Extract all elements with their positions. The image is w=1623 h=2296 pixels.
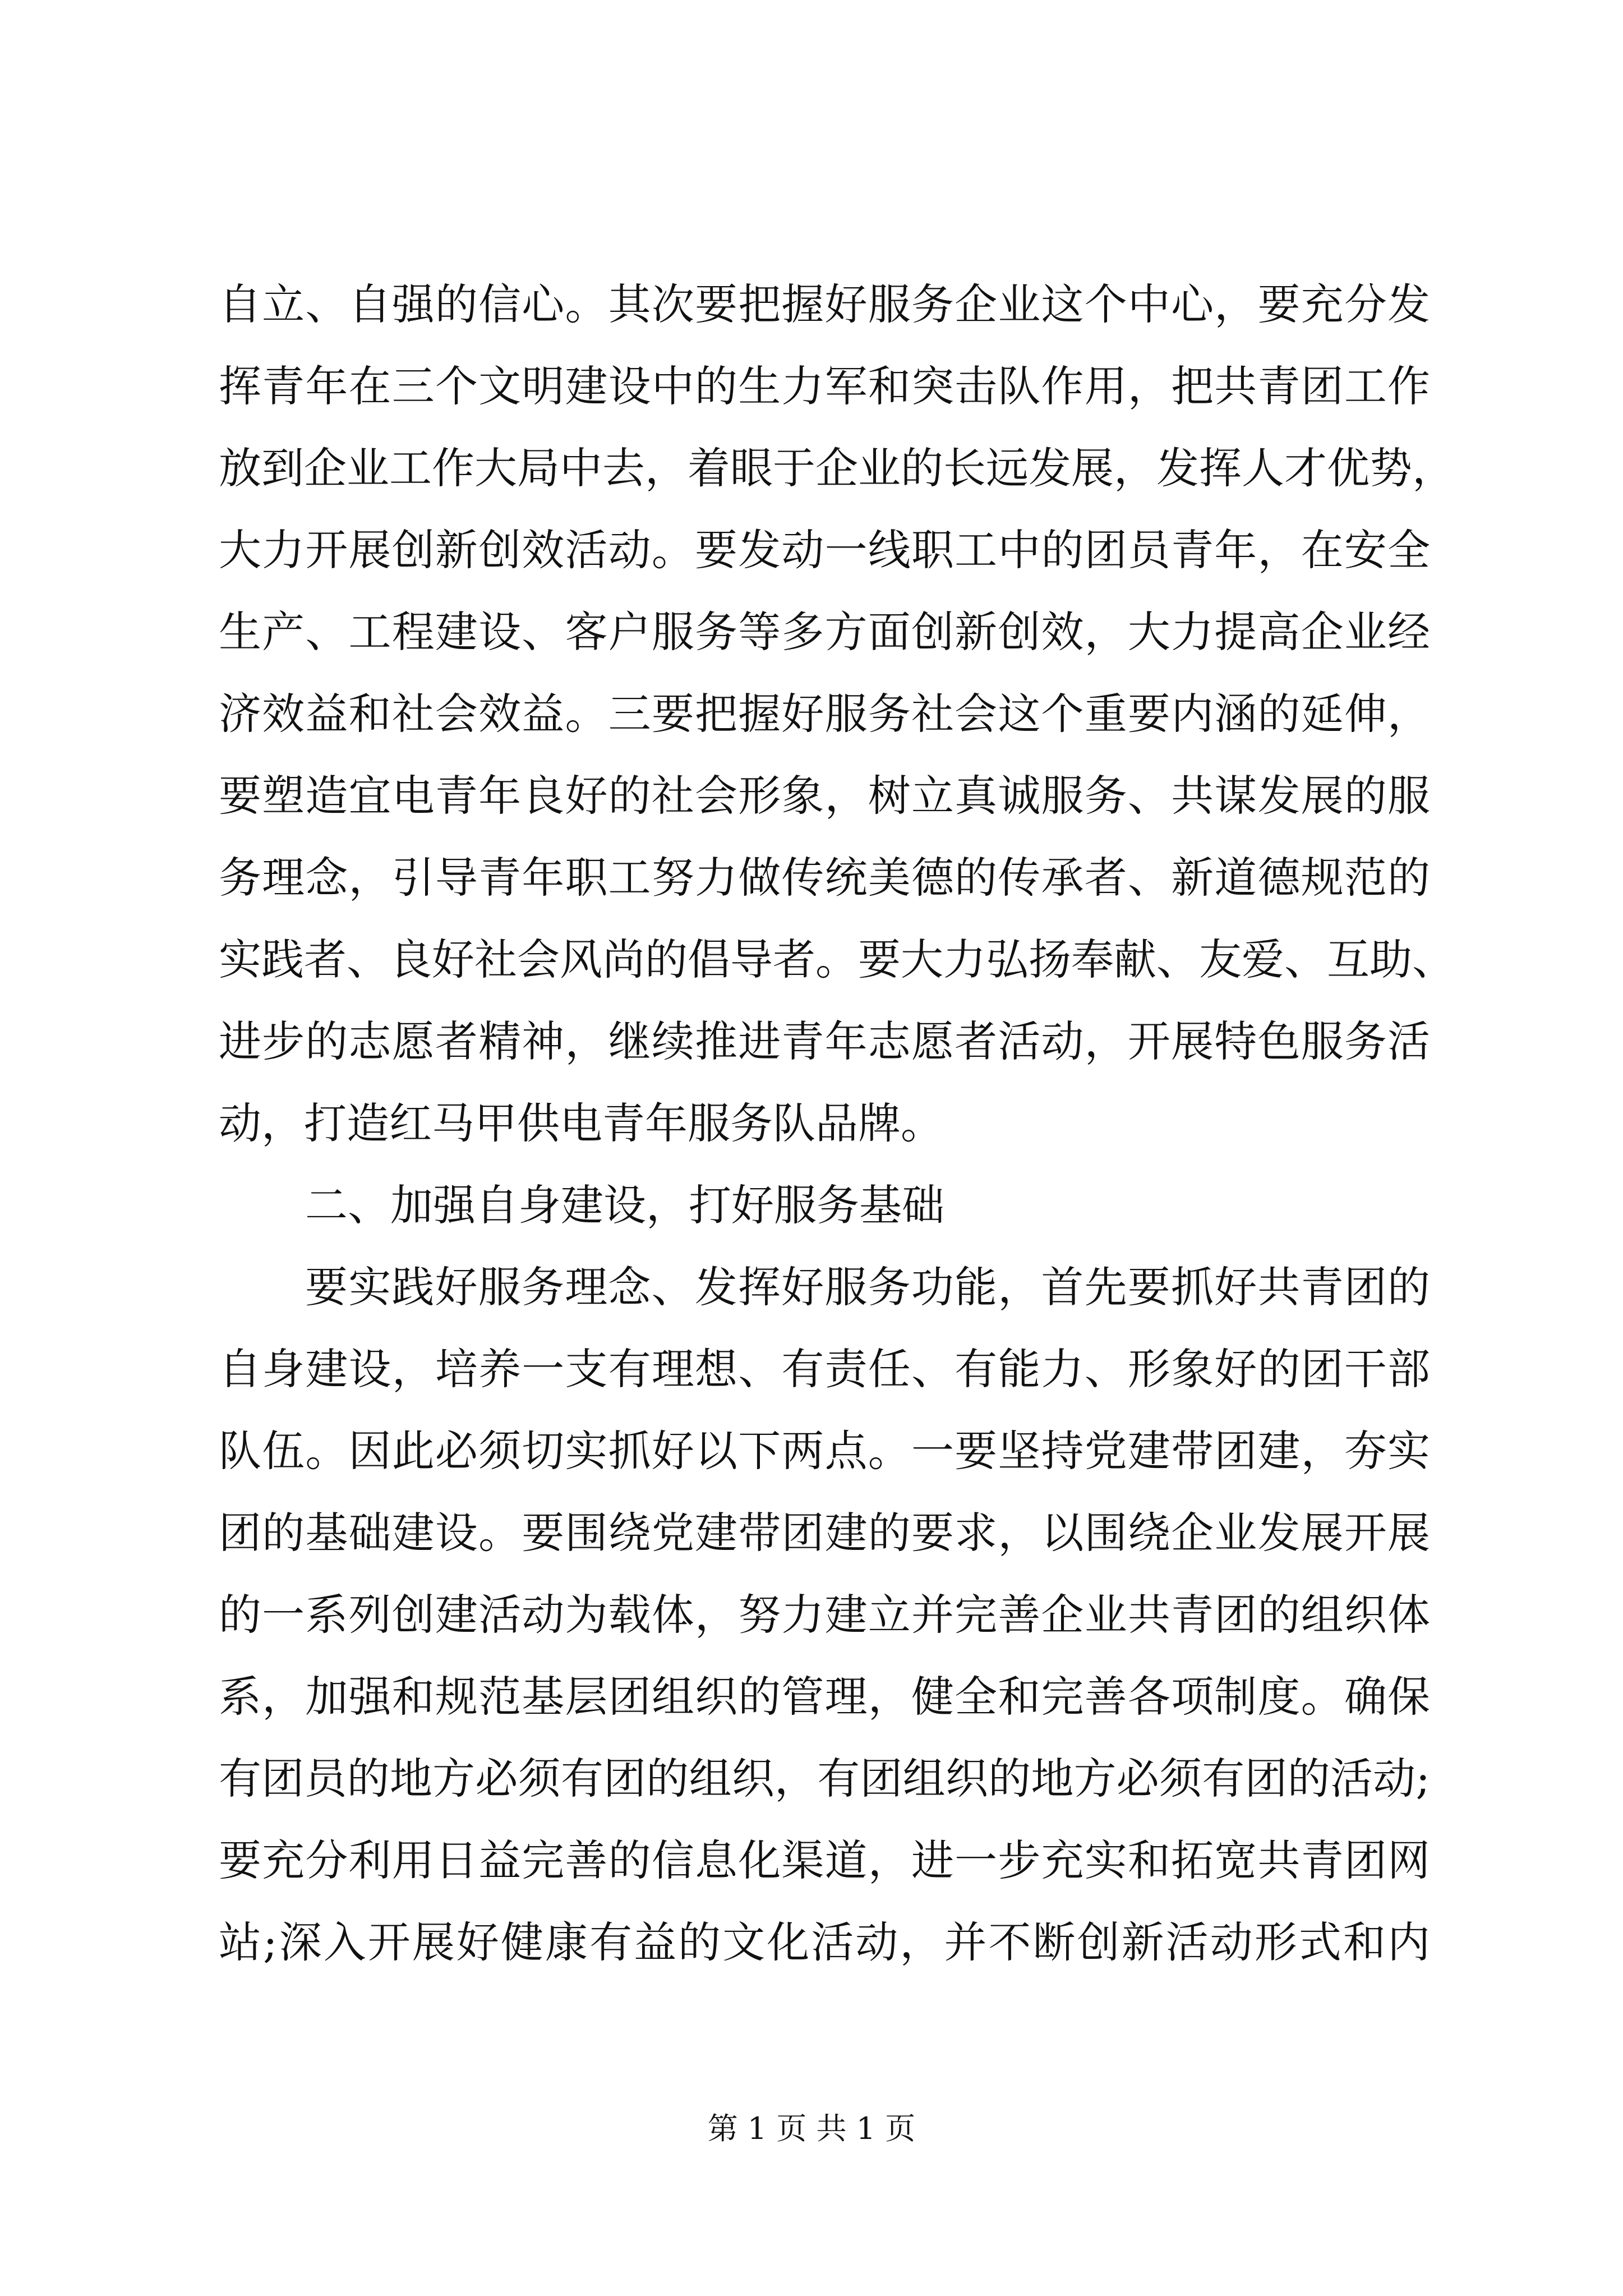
text-line: 队伍。因此必须切实抓好以下两点。一要坚持党建带团建，夯实 — [219, 1426, 1430, 1476]
text-line: 要充分利用日益完善的信息化渠道，进一步充实和拓宽共青团网 — [219, 1835, 1430, 1885]
document-body — [219, 264, 1455, 1984]
text-line: 动，打造红马甲供电青年服务队品牌。 — [219, 1098, 943, 1148]
text-line: 的一系列创建活动为载体，努力建立并完善企业共青团的组织体 — [219, 1590, 1430, 1640]
text-line: 要塑造宜电青年良好的社会形象，树立真诚服务、共谋发展的服 — [219, 771, 1430, 821]
text-line: 进步的志愿者精神，继续推进青年志愿者活动，开展特色服务活 — [219, 1016, 1430, 1066]
text-line: 自身建设，培养一支有理想、有责任、有能力、形象好的团干部 — [219, 1344, 1430, 1394]
text-line: 放到企业工作大局中去，着眼于企业的长远发展，发挥人才优势， — [219, 443, 1455, 493]
section-heading: 二、加强自身建设，打好服务基础 — [305, 1180, 944, 1230]
text-line: 团的基础建设。要围绕党建带团建的要求，以围绕企业发展开展 — [219, 1508, 1430, 1558]
text-line: 挥青年在三个文明建设中的生力军和突击队作用，把共青团工作 — [219, 361, 1430, 411]
text-line: 自立、自强的信心。其次要把握好服务企业这个中心，要充分发 — [219, 279, 1430, 329]
paragraph-first-line: 要实践好服务理念、发挥好服务功能，首先要抓好共青团的 — [305, 1262, 1430, 1312]
text-line: 有团员的地方必须有团的组织，有团组织的地方必须有团的活动; — [219, 1754, 1430, 1803]
text-line: 系，加强和规范基层团组织的管理，健全和完善各项制度。确保 — [219, 1672, 1430, 1722]
text-line: 济效益和社会效益。三要把握好服务社会这个重要内涵的延伸， — [219, 689, 1430, 739]
text-line: 大力开展创新创效活动。要发动一线职工中的团员青年，在安全 — [219, 525, 1430, 575]
page-footer: 第 1 页 共 1 页 — [707, 2111, 916, 2146]
text-line: 生产、工程建设、客户服务等多方面创新创效，大力提高企业经 — [219, 607, 1430, 657]
text-line: 实践者、良好社会风尚的倡导者。要大力弘扬奉献、友爱、互助、 — [219, 935, 1455, 984]
text-line: 务理念，引导青年职工努力做传统美德的传承者、新道德规范的 — [219, 853, 1430, 903]
text-line: 站;深入开展好健康有益的文化活动，并不断创新活动形式和内 — [219, 1917, 1430, 1967]
